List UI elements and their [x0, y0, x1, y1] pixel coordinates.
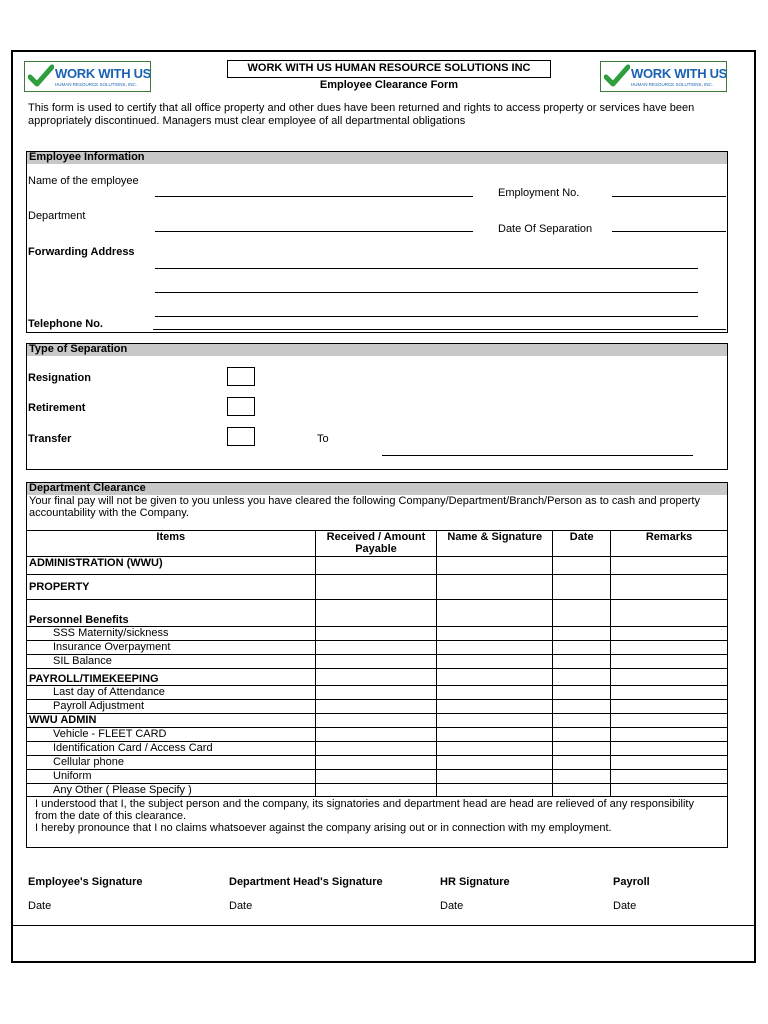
forwarding-address-line-1[interactable] [155, 268, 698, 269]
cell[interactable] [611, 669, 728, 686]
cell[interactable] [611, 742, 728, 756]
table-row [27, 627, 728, 641]
row-label: PROPERTY [27, 575, 316, 600]
cell[interactable] [437, 627, 553, 641]
retirement-label: Retirement [28, 402, 86, 414]
cell[interactable] [611, 756, 728, 770]
transfer-checkbox[interactable] [227, 427, 255, 446]
form-title: Employee Clearance Form [319, 79, 459, 91]
cell[interactable] [611, 627, 728, 641]
column-header-name-signature: Name & Signature [437, 531, 553, 557]
checkmark-icon [28, 64, 54, 88]
transfer-to-label: To [317, 433, 329, 445]
cell[interactable] [437, 770, 553, 784]
row-label: Cellular phone [27, 756, 316, 770]
section-header: Type of Separation [27, 344, 727, 356]
department-label: Department [28, 210, 86, 222]
row-label: Uniform [27, 770, 316, 784]
forwarding-address-line-2[interactable] [155, 292, 698, 293]
cell[interactable] [611, 686, 728, 700]
row-label: Identification Card / Access Card [27, 742, 316, 756]
cell[interactable] [437, 784, 553, 797]
cell[interactable] [553, 770, 611, 784]
cell[interactable] [315, 627, 437, 641]
cell[interactable] [553, 575, 611, 600]
cell[interactable] [553, 557, 611, 575]
column-header-received: Received / Amount Payable [315, 531, 437, 557]
table-row [27, 686, 728, 700]
cell[interactable] [553, 669, 611, 686]
cell[interactable] [315, 784, 437, 797]
cell[interactable] [437, 714, 553, 728]
row-label: ADMINISTRATION (WWU) [27, 557, 316, 575]
table-row [27, 714, 728, 728]
cell[interactable] [553, 686, 611, 700]
cell[interactable] [315, 575, 437, 600]
dept-head-date-label: Date [229, 900, 253, 912]
company-name: WORK WITH US HUMAN RESOURCE SOLUTIONS INC [227, 60, 551, 78]
row-label: Last day of Attendance [27, 686, 316, 700]
cell[interactable] [437, 600, 553, 627]
row-label: SSS Maternity/sickness [27, 627, 316, 641]
cell[interactable] [611, 641, 728, 655]
employee-name-label: Name of the employee [28, 175, 139, 187]
cell[interactable] [315, 669, 437, 686]
table-row [27, 655, 728, 669]
employee-date-label: Date [28, 900, 52, 912]
cell[interactable] [437, 742, 553, 756]
cell[interactable] [553, 641, 611, 655]
department-field[interactable] [155, 231, 473, 232]
table-row [27, 728, 728, 742]
table-header-row [27, 531, 728, 557]
footer-divider [11, 925, 756, 926]
row-label: PAYROLL/TIMEKEEPING [27, 669, 316, 686]
cell[interactable] [437, 655, 553, 669]
table-row [27, 742, 728, 756]
table-row [27, 756, 728, 770]
cell[interactable] [437, 557, 553, 575]
cell[interactable] [315, 700, 437, 714]
cell[interactable] [553, 756, 611, 770]
hr-date-label: Date [440, 900, 464, 912]
cell[interactable] [553, 742, 611, 756]
section-header: Department Clearance [27, 483, 727, 495]
telephone-label: Telephone No. [28, 318, 103, 330]
transfer-label: Transfer [28, 433, 72, 445]
cell[interactable] [611, 784, 728, 797]
cell[interactable] [437, 669, 553, 686]
cell[interactable] [611, 700, 728, 714]
dept-head-signature-label: Department Head's Signature [229, 876, 383, 888]
table-row [27, 575, 728, 600]
logo-text: WORK WITH US [631, 66, 728, 81]
table-row [27, 600, 728, 627]
cell[interactable] [437, 686, 553, 700]
row-label: SIL Balance [27, 655, 316, 669]
cell[interactable] [437, 641, 553, 655]
cell[interactable] [315, 770, 437, 784]
table-row [27, 557, 728, 575]
declaration-text-1: I understood that I, the subject person and the company, its signatories and department head are head are relieved of any responsibility from the date of this clearance. [35, 798, 694, 822]
employment-no-label: Employment No. [498, 187, 580, 199]
cell[interactable] [315, 641, 437, 655]
clearance-section [26, 482, 728, 531]
retirement-checkbox[interactable] [227, 397, 255, 416]
cell[interactable] [611, 575, 728, 600]
forwarding-address-line-3[interactable] [155, 316, 698, 317]
row-label: Personnel Benefits [27, 600, 316, 627]
cell[interactable] [611, 600, 728, 627]
cell[interactable] [553, 714, 611, 728]
declaration-row [27, 797, 728, 848]
cell[interactable] [553, 627, 611, 641]
cell[interactable] [315, 756, 437, 770]
logo-subtext: HUMAN RESOURCE SOLUTIONS, INC. [631, 82, 714, 87]
cell[interactable] [611, 770, 728, 784]
cell[interactable] [553, 784, 611, 797]
intro-text: This form is used to certify that all office property and other dues have been returned and rights to access property or services have been appropriately discontinued. Managers must clear employee of all departmental obligations [28, 102, 695, 127]
resignation-checkbox[interactable] [227, 367, 255, 386]
row-label: Vehicle - FLEET CARD [27, 728, 316, 742]
cell[interactable] [553, 700, 611, 714]
cell[interactable] [315, 655, 437, 669]
clearance-note: Your final pay will not be given to you unless you have cleared the following Company/Department/Branch/Person as to cash and property accountability with the Company. [29, 495, 700, 519]
row-label: Insurance Overpayment [27, 641, 316, 655]
payroll-signature-label: Payroll [613, 876, 650, 888]
cell[interactable] [437, 575, 553, 600]
payroll-date-label: Date [613, 900, 637, 912]
declaration [27, 797, 728, 848]
cell[interactable] [611, 728, 728, 742]
row-label: WWU ADMIN [27, 714, 316, 728]
table-row [27, 784, 728, 797]
company-logo-left [24, 61, 151, 92]
row-label: Payroll Adjustment [27, 700, 316, 714]
clearance-table [26, 530, 728, 848]
cell[interactable] [611, 655, 728, 669]
cell[interactable] [611, 557, 728, 575]
employee-signature-label: Employee's Signature [28, 876, 143, 888]
cell[interactable] [437, 700, 553, 714]
table-row [27, 770, 728, 784]
table-row [27, 669, 728, 686]
company-logo-right [600, 61, 727, 92]
column-header-remarks: Remarks [611, 531, 728, 557]
cell[interactable] [315, 742, 437, 756]
cell[interactable] [315, 714, 437, 728]
checkmark-icon [604, 64, 630, 88]
forwarding-address-label: Forwarding Address [28, 246, 135, 258]
hr-signature-label: HR Signature [440, 876, 510, 888]
column-header-items: Items [27, 531, 316, 557]
cell[interactable] [553, 600, 611, 627]
declaration-text-2: I hereby pronounce that I no claims whatsoever against the company arising out or in connection with my employment. [35, 822, 612, 834]
employment-no-field[interactable] [612, 196, 726, 197]
table-row [27, 700, 728, 714]
cell[interactable] [553, 728, 611, 742]
resignation-label: Resignation [28, 372, 91, 384]
cell[interactable] [553, 655, 611, 669]
column-header-date: Date [553, 531, 611, 557]
cell[interactable] [315, 600, 437, 627]
date-of-separation-field[interactable] [612, 231, 726, 232]
section-header: Employee Information [27, 152, 727, 164]
separation-section [26, 343, 728, 470]
telephone-field[interactable] [153, 329, 726, 330]
date-of-separation-label: Date Of Separation [498, 223, 593, 235]
table-row [27, 641, 728, 655]
row-label: Any Other ( Please Specify ) [27, 784, 316, 797]
cell[interactable] [315, 728, 437, 742]
employee-name-field[interactable] [155, 196, 473, 197]
cell[interactable] [315, 557, 437, 575]
cell[interactable] [437, 756, 553, 770]
cell[interactable] [437, 728, 553, 742]
cell[interactable] [611, 714, 728, 728]
transfer-to-field[interactable] [382, 455, 693, 456]
logo-subtext: HUMAN RESOURCE SOLUTIONS, INC. [55, 82, 138, 87]
logo-text: WORK WITH US [55, 66, 152, 81]
cell[interactable] [315, 686, 437, 700]
